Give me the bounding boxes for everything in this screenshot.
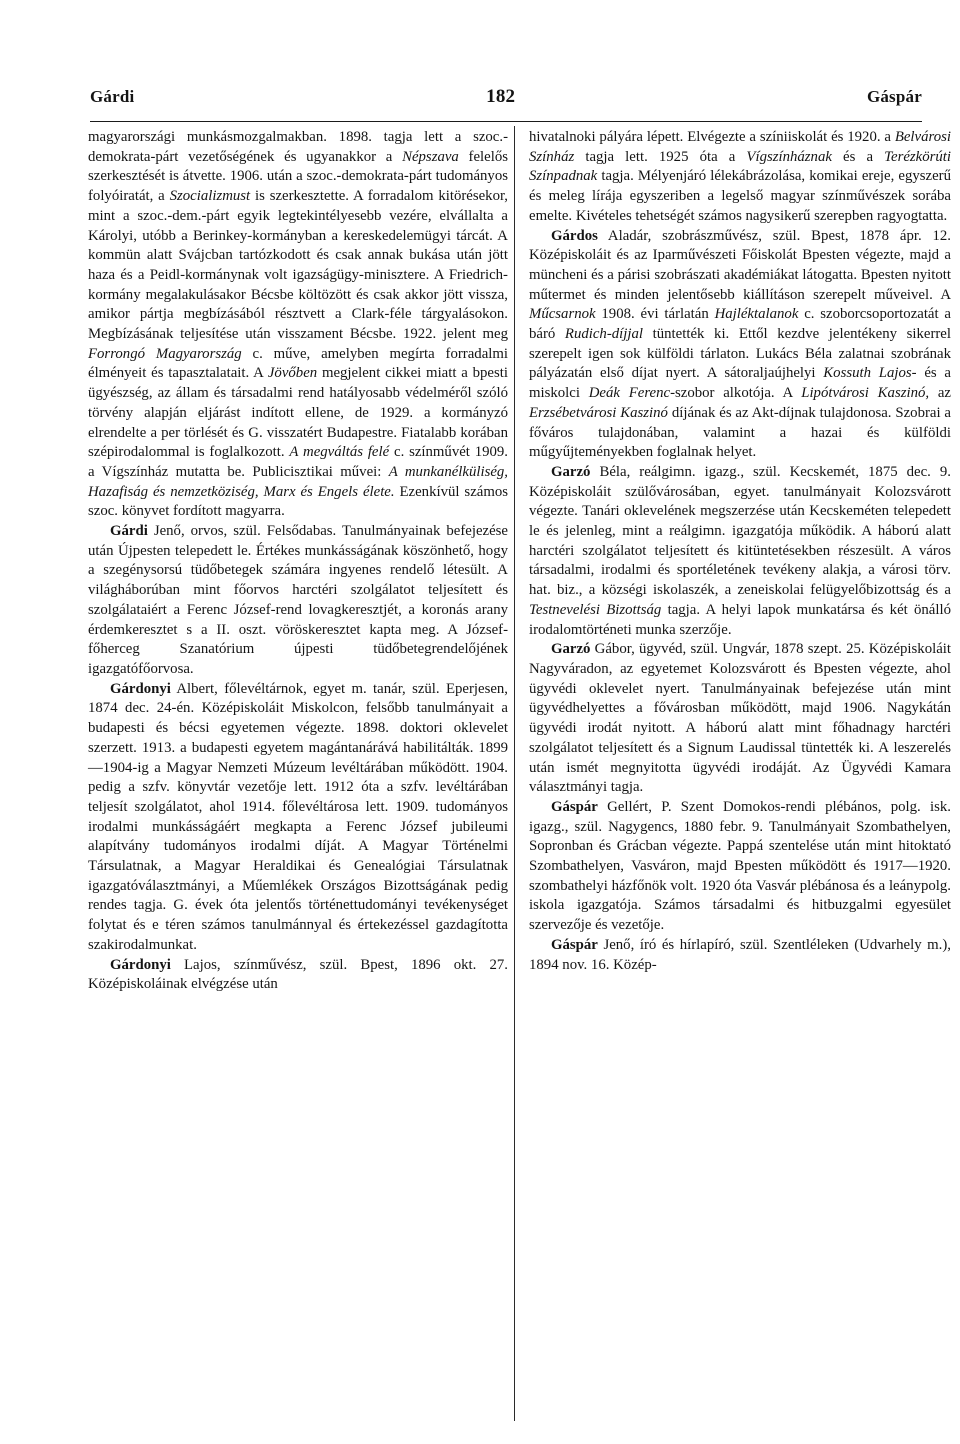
entry-gardonyi-lajos: Gárdonyi Lajos, színművész, szül. Bpest, 1896 okt. 27. Középiskoláinak elvégzése után bbox=[88, 956, 508, 993]
header-rule bbox=[90, 121, 922, 122]
entry-headword: Gárdonyi bbox=[110, 956, 171, 973]
entry-headword: Gáspár bbox=[551, 798, 598, 815]
entry-gardi-jeno: Gárdi Jenő, orvos, szül. Felsődabas. Tanulmányainak befejezése után Újpesten telepedett le. Értékes munkásságának köszönhető, hogy a szegénysorsú tüdőbetegek számára ingyenes rendelő létesült. A világháborúban mint főorvos harctéri szolgálatot teljesített és szolgálataiért a Ferenc József-rend lovagkeresztjét, a koronás arany érdemkeresztet s a II. oszt. vöröskeresztet kapta meg. A József-főherceg Szanatórium újpesti tüdőbetegrendelőjének igazgatófőorvosa. bbox=[88, 523, 508, 677]
column-divider bbox=[514, 126, 515, 1421]
entry-headword: Garzó bbox=[551, 641, 591, 658]
entry-headword: Gárdonyi bbox=[110, 680, 171, 697]
entry-gardos-aladar: Gárdos Aladár, szobrászművész, szül. Bpest, 1878 ápr. 12. Középiskoláit és az Iparművészeti Főiskolát Bpesten végezte, majd a müncheni és a párisi szobrászati akadémiákat látogatta. Bpesten nyitott műtermet és minden jelentősebb kiállításon szerepelt műveivel. A Műcsarnok 1908. évi tárlatán Hajléktalanok c. szoborcsoportozatát a báró Rudich-díjjal tüntették ki. Ettől kezdve jelentékeny sikerrel szerepelt igen sok külföldi tárlaton. Lukács Béla zalatnai szobrának pályázatán első díjat nyert. A sátoraljaújhelyi Kossuth Lajos- és a miskolci Deák Ferenc-szobor alkotója. A Lipótvárosi Kaszinó, az Erzsébetvárosi Kaszinó díjának és az Akt-díjnak tulajdonosa. Szobrai a főváros tulajdonában, valamint a hazai és külföldi műgyűjteményekben foglalnak helyet. bbox=[529, 227, 952, 461]
page-header bbox=[90, 86, 922, 116]
left-column bbox=[88, 128, 508, 995]
entry-garzo-gabor: Garzó Gábor, ügyvéd, szül. Ungvár, 1878 szept. 25. Középiskoláit Nagyváradon, az egyetemet Kolozsvárott és Bpesten végezte, ahol ügyvédi oklevelet nyert. Tanulmányainak befejezése után mint ügyvédhelyettes a fővárosban működött, majd 1906. Nagykátán ügyvédi irodát nyitott. A háború alatt mint főhadnagy harctéri szolgálatot teljesített és a Signum Laudissal tüntették ki. A leszerelés után ismét megnyitotta ügyvédi irodáját. Az Ügyvédi Kamara választmányi tagja. bbox=[529, 641, 951, 796]
entry-headword: Gáspár bbox=[551, 936, 598, 953]
entry-headword: Garzó bbox=[551, 463, 591, 480]
page-number: 182 bbox=[486, 86, 516, 107]
entry-gaspar-gellert: Gáspár Gellért, P. Szent Domokos-rendi plébános, polg. isk. igazg., szül. Nagygencs, 1880 febr. 9. Tanulmányait Szombathelyen, Sopronban és Grácban végezte. Pappá szentelése után mint hitoktató Szombathelyen, Vasváron, majd Bpesten működött és 1917—1920. szombathelyi házfőnök volt. 1920 óta Vasvár plébánosa és a leánypolg. iskola igazgatója. Számos társadalmi és hitbuzgalmi egyesület szervezője és vezetője. bbox=[529, 798, 951, 934]
header-right-guideword: Gáspár bbox=[866, 87, 922, 106]
entry-headword: Gárdi bbox=[110, 523, 148, 540]
entry-continuation: hivatalnoki pályára lépett. Elvégezte a színiiskolát és 1920. a Belvárosi Színház tagja lett. 1925 óta a Vígszínháznak és a Terézkörúti Színpadnak tagja. Mélyenjáró lélekábrázolása, komikai ereje, egyszerű és meleg lírája egyszeriben a legelső magyar színművészek sorába emelte. Kivételes tehetségét számos nagysikerű szerepben ragyogtatta. bbox=[529, 129, 951, 224]
header-left-guideword: Gárdi bbox=[90, 87, 135, 106]
entry-garzo-bela: Garzó Béla, reálgimn. igazg., szül. Kecskemét, 1875 dec. 9. Középiskoláit szülővárosában, egyet. tanulmányait Kolozsvárott végezte. Tanári oklevelének megszerzése után Kecskeméten telepedett le és jelenleg, mint a reálgimn. igazgatója működik. A háború alatt harctéri szolgálatot teljesített és kitüntetésekben részesült. A város társadalmi, irodalmi és sportéletének tevékeny alakja, a városi törv. hat. biz., a községi iskolaszék, a zeneiskolai felügyelőbizottság és a Testnevelési Bizottság tagja. A helyi lapok munkatársa és két önálló irodalomtörténeti munka szerzője. bbox=[529, 463, 951, 638]
right-column bbox=[529, 128, 951, 975]
entry-continuation: magyarországi munkásmozgalmakban. 1898. tagja lett a szoc.-demokrata-párt vezetőségének és ugyanakkor a Népszava felelős szerkesztését is átvette. 1906. után a szoc.-demokrata-párt tudományos folyóiratát, a Szocializmust is szerkesztette. A forradalom kitörésekor, mint a szoc.-dem.-párt egyik legtekintélyesebb vezére, elvállalta a Károlyi, utóbb a Berinkey-kormányban a kereskedelemügyi tárcát. A kommün alatt Svájcban tartózkodott és csak annak bukása után jött haza és a Peidl-kormánynak volt igazságügy-minisztere. A Friedrich-kormány megalakulásakor Bécsbe költözött és csak akkor jött vissza, amikor pártja megbízásából résztvett a Clark-féle tárgyalásokon. Megbízásának teljesítése után visszament Bécsbe. 1922. jelent meg Forrongó Magyarország c. műve, amelyben megírta forradalmi élményeit és tapasztalatait. A Jövőben megjelent cikkei miatt a bpesti ügyészség, az állam és társadalmi rend hatályosabb védelméről szóló törvény alapján eljárást indított ellene, de 1929. a kormányzó elrendelte a per törlését és G. visszatért Budapestre. Fiatalabb korában szépirodalommal is foglalkozott. A megváltás felé c. színművét 1909. a Vígszínház mutatta be. Publicisztikai művei: A munkanélküliség, Hazafiság és nemzetköziség, Marx és Engels élete. Ezenkívül számos szoc. könyvet fordított magyarra. bbox=[88, 129, 509, 520]
entry-gaspar-jeno: Gáspár Jenő, író és hírlapíró, szül. Szentléleken (Udvarhely m.), 1894 nov. 16. Közép- bbox=[529, 936, 951, 973]
entry-headword: Gárdos bbox=[551, 227, 598, 244]
entry-gardonyi-albert: Gárdonyi Albert, főlevéltárnok, egyet m. tanár, szül. Eperjesen, 1874 dec. 24-én. Középiskoláit Miskolcon, felsőbb tanulmányait a budapesti és bécsi egyetemen végezte. 1898. doktori oklevelet szerzett. 1913. a budapesti egyetem magántanárává habilitálták. 1899—1904-ig a Magyar Nemzeti Múzeum levéltárában működött. 1904. pedig a szfv. könyvtár vezetője lett. 1912 óta a szfv. levéltárában teljesít szolgálatot, ahol 1914. főlevéltárosa lett. 1909. tudományos irodalmi munkásságáért megkapta a Ferenc József jubileumi alapítvány tudományos irodalmi díját. A Magyar Történelmi Társulatnak, a Magyar Heraldikai és Genealógiai Társulatnak igazgatóválasztmányi, a Műemlékek Országos Bizottságának pedig rendes tagja. G. évek óta jelentős történettudományi tevékenységet folytat és e téren számos tanulmánnyal és értekezéssel gazdagította szakirodalmunkat. bbox=[88, 680, 508, 953]
